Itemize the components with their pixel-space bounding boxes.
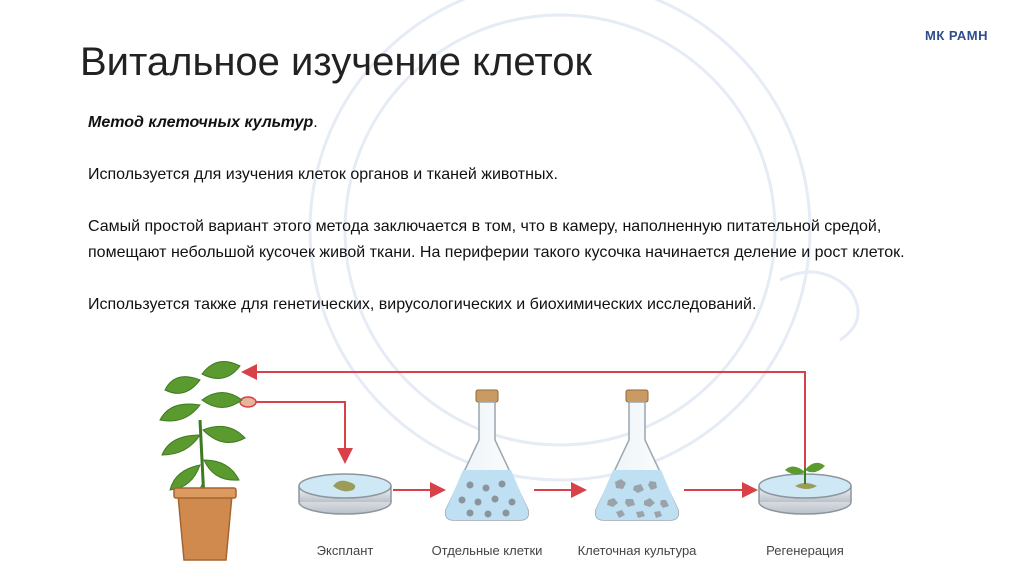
step-label-cell-culture: Клеточная культура (577, 543, 697, 558)
step-label-single-cells: Отдельные клетки (431, 543, 543, 558)
slide-content (88, 110, 948, 318)
org-label: МК РАМН (924, 28, 988, 43)
step-label-explant: Эксплант (316, 543, 374, 558)
explant-dish (299, 474, 391, 514)
paragraph-applications: Используется также для генетических, вирусологических и биохимических исследований. (88, 296, 757, 313)
plant-icon (160, 362, 245, 561)
step-label-regeneration: Регенерация (766, 543, 844, 558)
method-heading (88, 110, 948, 136)
method-suffix: . (313, 114, 318, 131)
flask-cell-culture (596, 390, 679, 520)
tissue-cut-marker (240, 397, 256, 407)
paragraph-usage: Используется для изучения клеток органов и тканей животных. (88, 166, 558, 183)
method-title: Метод клеточных культур (88, 114, 314, 131)
paragraph-method-description: Самый простой вариант этого метода заключается в том, что в камеру, наполненную питательной средой, помещают небольшой кусочек живой ткани. На периферии такого кусочка начинается деление и рост клеток. (88, 218, 905, 261)
cycle-arrows (245, 372, 805, 470)
flask-single-cells (446, 390, 529, 520)
regeneration-dish (759, 463, 851, 514)
cell-culture-diagram (150, 360, 880, 574)
page-title: Витальное изучение клеток (80, 40, 592, 84)
